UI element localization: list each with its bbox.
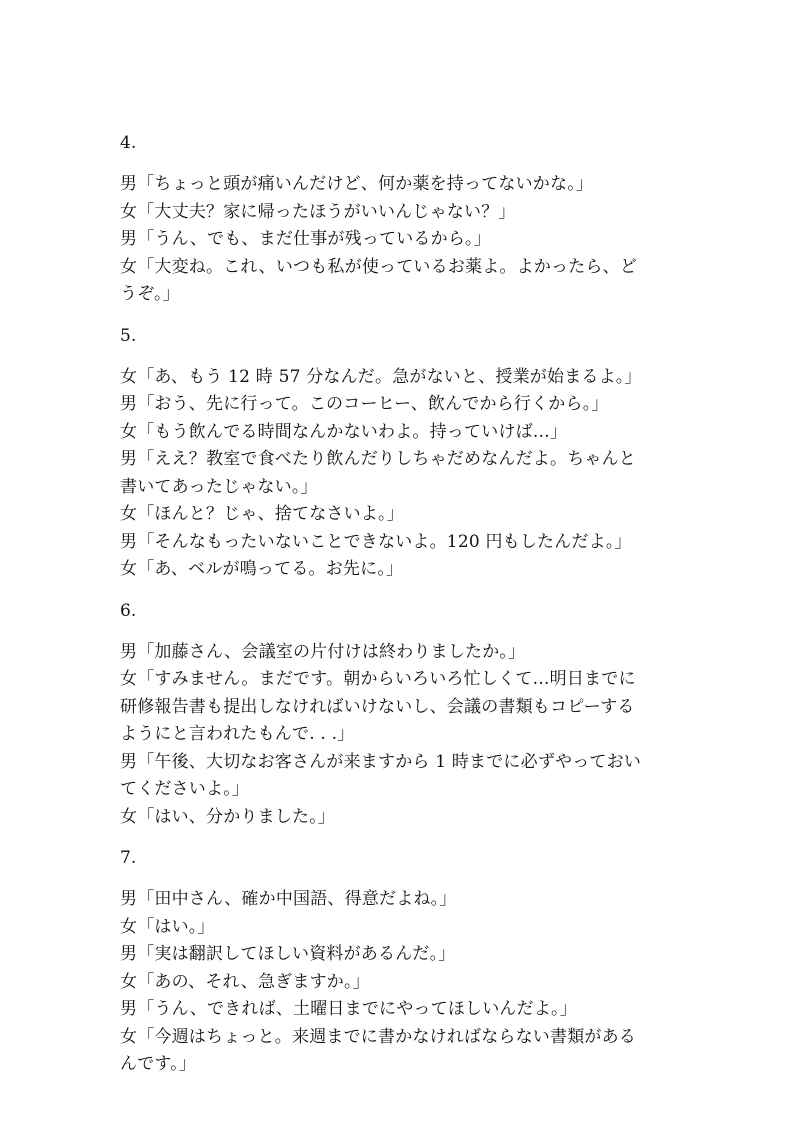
dialogue-section-6 [120, 597, 680, 832]
dialogue-line: 女「ほんと？じゃ、捨てなさいよ。」 [120, 504, 404, 524]
section-number: 5. [120, 325, 137, 346]
dialogue-line: 男「ええ？教室で食べたり飲んだりしちゃだめなんだよ。ちゃんと [120, 449, 636, 469]
dialogue-line: 女「大丈夫？家に帰ったほうがいいんじゃない？」 [120, 201, 516, 222]
dialogue-line: 男「おう、先に行って。このコーヒー、飲んでから行くから。」 [120, 394, 609, 414]
dialogue-line: 女「はい、分かりました。」 [120, 806, 336, 827]
section-number: 6. [120, 600, 137, 621]
dialogue-line: 女「大変ね。これ、いつも私が使っているお薬よ。よかったら、ど [120, 256, 638, 277]
dialogue-section-4 [120, 129, 680, 309]
dialogue-line: 男「田中さん、確か中国語、得意だよね。」 [120, 889, 457, 909]
dialogue-line: 男「加藤さん、会議室の片付けは終わりましたか。」 [120, 641, 526, 662]
dialogue-line: 男「午後、大切なお客さんが来ますから 1 時までに必ずやっておい [120, 751, 642, 772]
section-number: 4. [120, 133, 137, 153]
dialogue-line: 男「実は翻訳してほしい資料があるんだ。」 [120, 944, 456, 964]
dialogue-line: 男「そんなもったいないことできないよ。120 円もしたんだよ。」 [120, 531, 632, 552]
dialogue-line: 女「はい。」 [120, 916, 215, 937]
dialogue-section-5 [120, 322, 680, 584]
dialogue-line: 男「うん、でも、まだ仕事が残っているから。」 [120, 229, 491, 249]
dialogue-line: 女「あ、もう 12 時 57 分なんだ。急がないと、授業が始まるよ。」 [120, 366, 642, 387]
dialogue-line: 研修報告書も提出しなければいけないし、会議の書類もコピーする [120, 696, 635, 717]
dialogue-line: 女「すみません。まだです。朝からいろいろ忙しくて…明日までに [120, 669, 636, 689]
dialogue-line: てくださいよ。」 [120, 779, 250, 799]
dialogue-line: 書いてあったじゃない。」 [120, 476, 318, 497]
dialogue-line: 男「うん、できれば、土曜日までにやってほしいんだよ。」 [120, 999, 577, 1019]
dialogue-section-7 [120, 844, 680, 1079]
dialogue-line: ようにと言われたもんで. . .」 [120, 724, 355, 744]
dialogue-line: 男「ちょっと頭が痛いんだけど、何か薬を持ってないかな。」 [120, 174, 594, 194]
dialogue-line: うぞ。」 [120, 284, 180, 304]
dialogue-line: 女「今週はちょっと。来週までに書かなければならない書類がある [120, 1026, 636, 1047]
section-number: 7. [120, 848, 137, 868]
dialogue-line: 女「あ、ベルが鳴ってる。お先に。」 [120, 559, 404, 579]
dialogue-line: んです。」 [120, 1054, 197, 1074]
dialogue-line: 女「あの、それ、急ぎますか。」 [120, 971, 370, 992]
document-page [120, 129, 680, 1079]
dialogue-line: 女「もう飲んでる時間なんかないわよ。持っていけば…」 [120, 421, 568, 442]
